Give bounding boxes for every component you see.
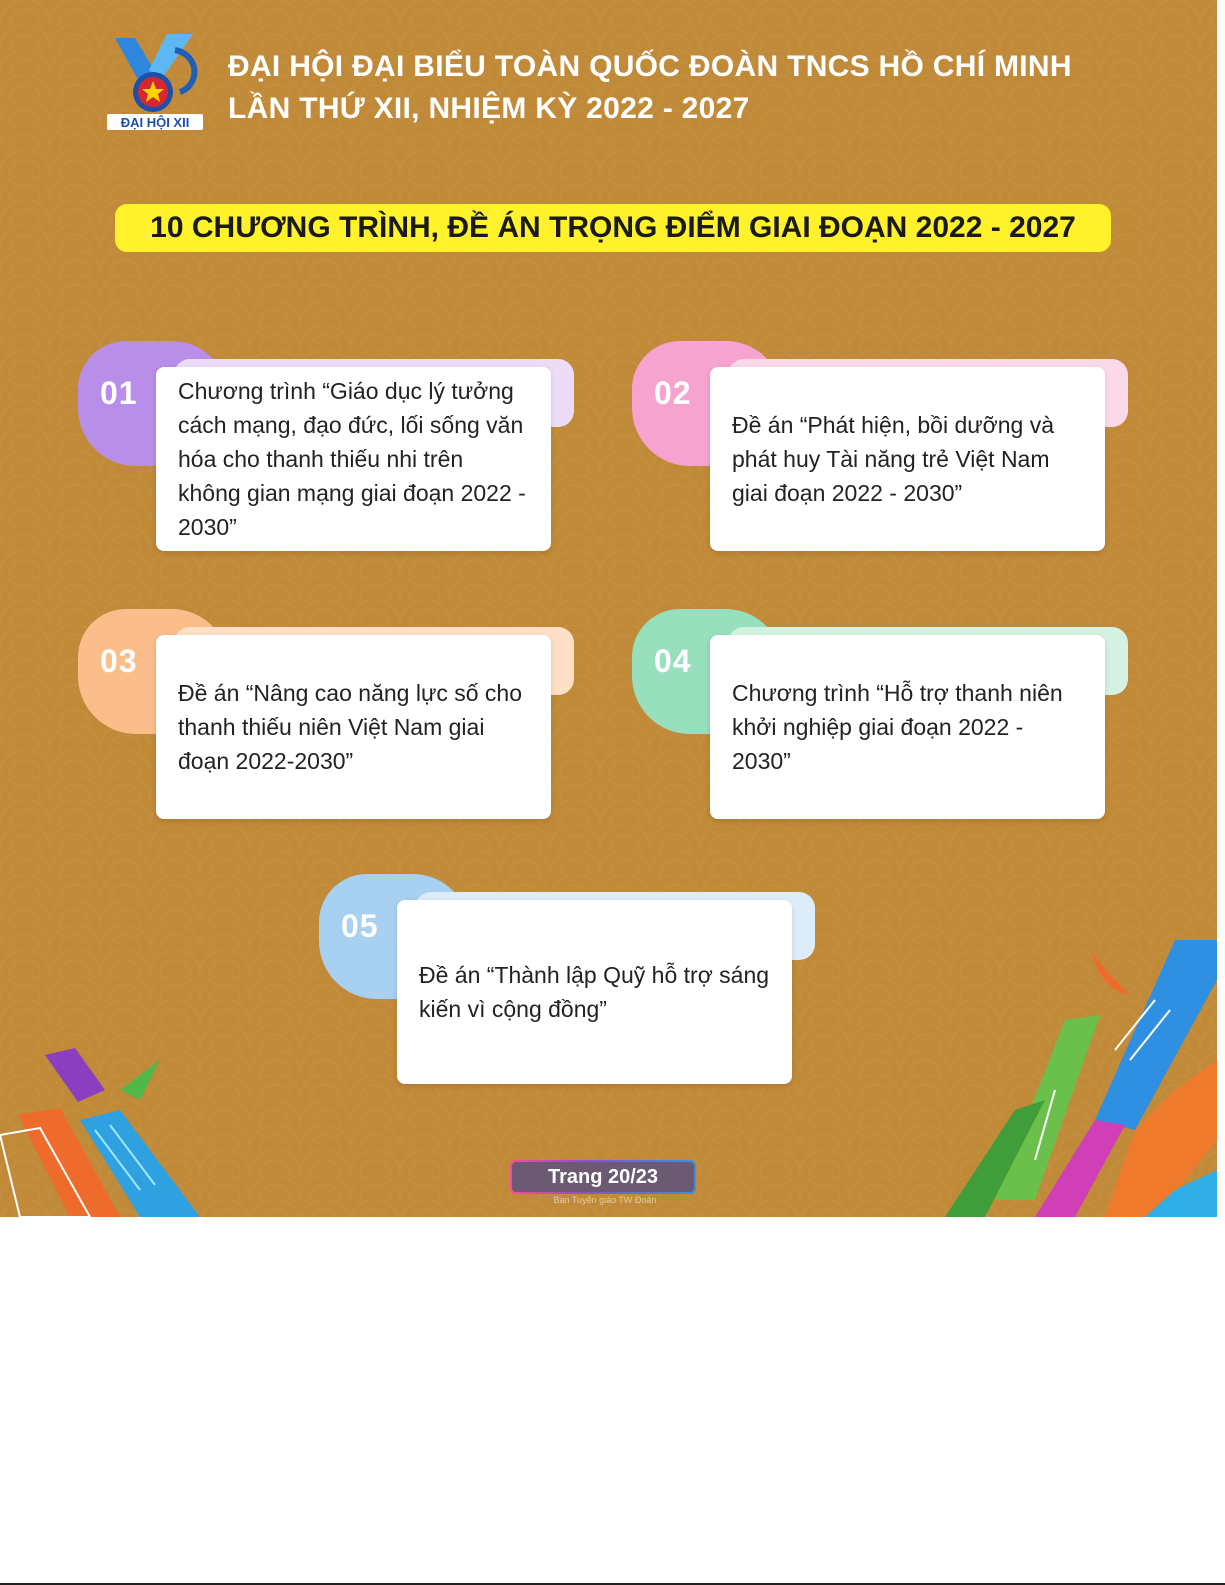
logo-label: ĐẠI HỘI XII: [120, 115, 190, 130]
page-number: Trang 20/23: [512, 1162, 694, 1192]
program-card-02: [632, 341, 1132, 556]
program-card-03: [78, 609, 578, 824]
card-body: [397, 900, 792, 1084]
decorative-shapes-right: [915, 940, 1217, 1217]
page-header: [228, 46, 1188, 130]
program-card-04: [632, 609, 1132, 824]
card-text: Đề án “Nâng cao năng lực số cho thanh thiếu niên Việt Nam giai đoạn 2022-2030”: [178, 680, 522, 774]
card-number: 03: [100, 643, 138, 679]
card-number: 01: [100, 375, 138, 411]
youth-union-emblem-icon: [105, 30, 205, 130]
program-card-01: [78, 341, 578, 556]
card-text: Đề án “Thành lập Quỹ hỗ trợ sáng kiến vì cộng đồng”: [419, 962, 770, 1022]
card-number: 04: [654, 643, 692, 679]
page-number-badge: [510, 1160, 696, 1194]
card-text: Chương trình “Hỗ trợ thanh niên khởi nghiệp giai đoạn 2022 - 2030”: [732, 680, 1063, 774]
card-number: 05: [341, 908, 379, 944]
section-banner: 10 CHƯƠNG TRÌNH, ĐỀ ÁN TRỌNG ĐIỂM GIAI ĐOẠN 2022 - 2027: [115, 204, 1111, 252]
card-text: Chương trình “Giáo dục lý tưởng cách mạng, đạo đức, lối sống văn hóa cho thanh thiếu nhi trên không gian mạng giai đoạn 2022 - 2030”: [178, 378, 526, 540]
card-number: 02: [654, 375, 692, 411]
card-body: [710, 367, 1105, 551]
card-body: [156, 367, 551, 551]
header-line-2: LẦN THỨ XII, NHIỆM KỲ 2022 - 2027: [228, 92, 750, 125]
card-body: [710, 635, 1105, 819]
header-line-1: ĐẠI HỘI ĐẠI BIỂU TOÀN QUỐC ĐOÀN TNCS HỒ CHÍ MINH: [228, 50, 1072, 83]
card-body: [156, 635, 551, 819]
page-edge: [1217, 0, 1225, 1217]
decorative-shapes-left: [0, 1040, 220, 1217]
card-text: Đề án “Phát hiện, bồi dưỡng và phát huy Tài năng trẻ Việt Nam giai đoạn 2022 - 2030”: [732, 412, 1055, 506]
program-card-05: [319, 874, 819, 1089]
footer-credit: Ban Tuyên giáo TW Đoàn: [553, 1195, 657, 1205]
